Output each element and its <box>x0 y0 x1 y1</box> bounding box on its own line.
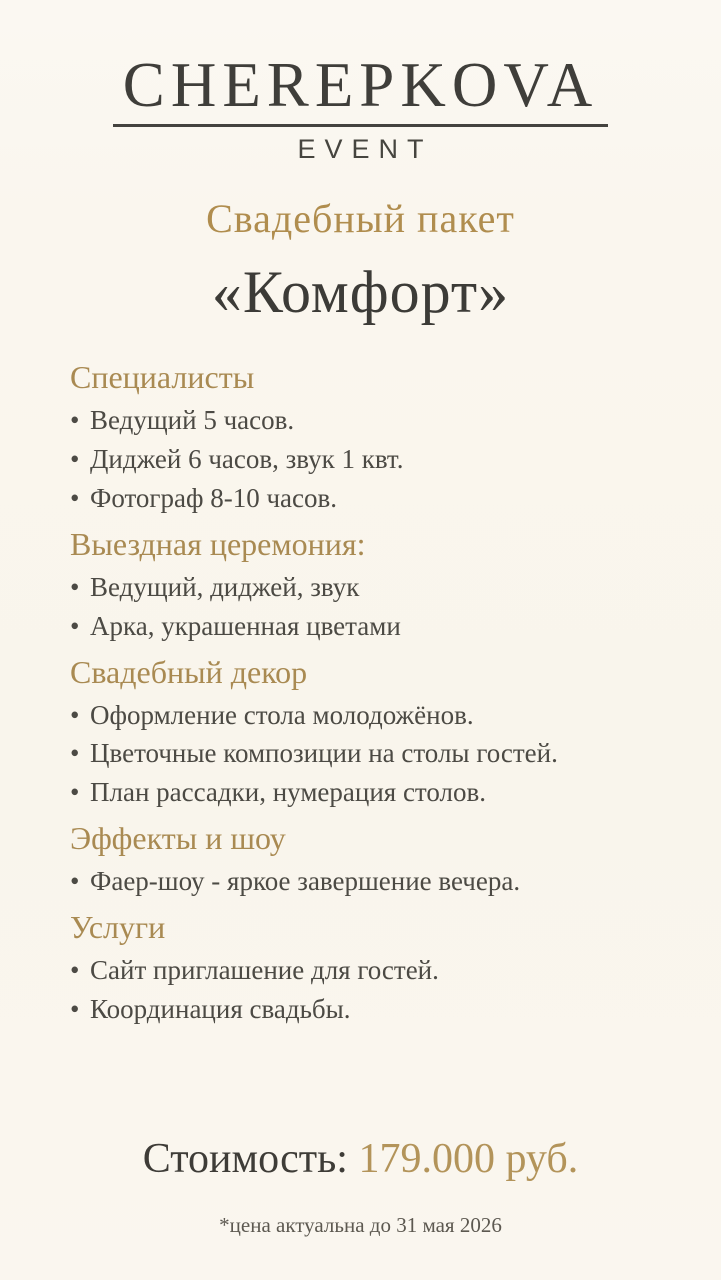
section-items <box>70 401 661 518</box>
bullet-icon: • <box>70 405 80 436</box>
price-line <box>143 1135 578 1183</box>
bullet-icon: • <box>70 777 80 808</box>
section-items <box>70 862 661 901</box>
section-item-text: Ведущий, диджей, звук <box>90 571 360 602</box>
section-item-text: Ведущий 5 часов. <box>90 405 295 436</box>
bullet-icon: • <box>70 699 80 730</box>
section-heading: Выездная церемония: <box>70 525 366 562</box>
section-item <box>70 951 661 990</box>
section-item-text: Арка, украшенная цветами <box>90 610 401 641</box>
package-section <box>70 524 661 646</box>
section-item <box>70 440 661 479</box>
package-sections <box>0 327 721 1033</box>
package-title: «Комфорт» <box>211 259 510 326</box>
bullet-icon: • <box>70 610 80 641</box>
section-heading: Услуги <box>70 909 166 946</box>
package-section <box>70 907 661 1029</box>
package-section <box>70 652 661 813</box>
section-heading: Свадебный декор <box>70 653 308 690</box>
section-item <box>70 568 661 607</box>
bullet-icon: • <box>70 993 80 1024</box>
section-item <box>70 696 661 735</box>
bullet-icon: • <box>70 444 80 475</box>
section-item-text: Диджей 6 часов, звук 1 квт. <box>90 444 404 475</box>
price-label: Стоимость: <box>142 1135 348 1182</box>
section-item <box>70 862 661 901</box>
section-item <box>70 773 661 812</box>
section-items <box>70 696 661 813</box>
bullet-icon: • <box>70 482 80 513</box>
bullet-icon: • <box>70 866 80 897</box>
section-item <box>70 607 661 646</box>
section-item <box>70 734 661 773</box>
section-items <box>70 951 661 1029</box>
section-heading: Эффекты и шоу <box>70 820 286 857</box>
section-item-text: Фотограф 8-10 часов. <box>90 482 338 513</box>
package-subtitle: Свадебный пакет <box>206 196 515 242</box>
section-item-text: Фаер-шоу - яркое завершение вечера. <box>90 866 521 897</box>
section-item-text: Оформление стола молодожёнов. <box>90 699 474 730</box>
logo-subtitle: EVENT <box>297 134 433 165</box>
section-items <box>70 568 661 646</box>
package-section <box>70 818 661 901</box>
price-value: 179.000 руб. <box>358 1135 579 1182</box>
section-item-text: Координация свадьбы. <box>90 993 351 1024</box>
section-item-text: План рассадки, нумерация столов. <box>90 777 486 808</box>
bullet-icon: • <box>70 571 80 602</box>
logo-wordmark: CHEREPKOVA <box>113 52 608 127</box>
section-item <box>70 990 661 1029</box>
bullet-icon: • <box>70 738 80 769</box>
bullet-icon: • <box>70 955 80 986</box>
price-footnote: *цена актуальна до 31 мая 2026 <box>219 1212 502 1237</box>
package-section <box>70 357 661 518</box>
logo <box>113 52 608 165</box>
section-item <box>70 401 661 440</box>
section-heading: Специалисты <box>70 359 255 396</box>
section-item <box>70 479 661 518</box>
section-item-text: Цветочные композиции на столы гостей. <box>90 738 558 769</box>
section-item-text: Сайт приглашение для гостей. <box>90 955 439 986</box>
